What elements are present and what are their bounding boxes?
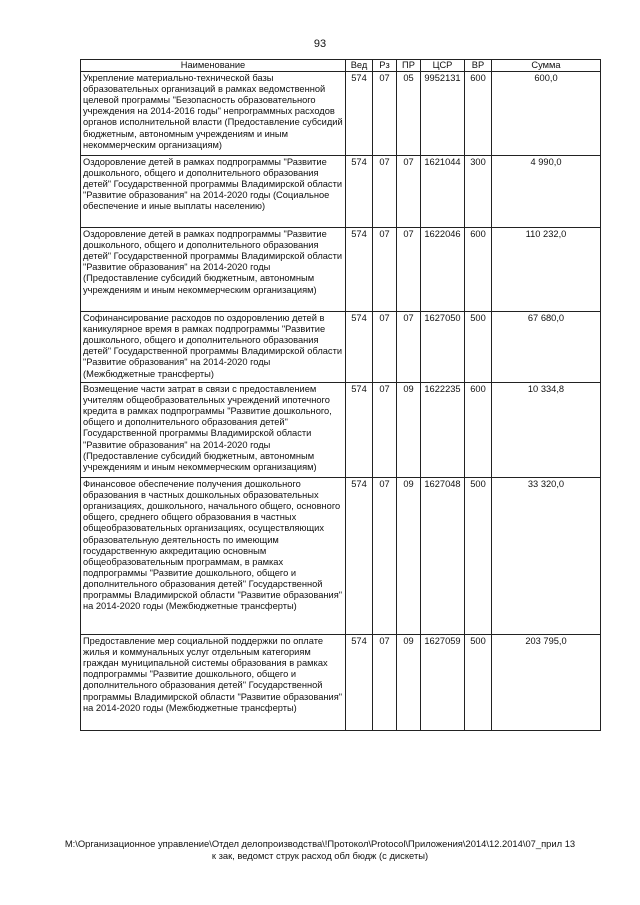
row-ved: 574 <box>346 478 373 635</box>
header-csr: ЦСР <box>421 60 465 72</box>
row-ved: 574 <box>346 312 373 383</box>
row-csr: 1627059 <box>421 635 465 731</box>
table-row <box>81 383 601 478</box>
table-row <box>81 72 601 156</box>
table-header-row <box>81 60 601 72</box>
row-csr: 1621044 <box>421 156 465 228</box>
row-vr: 500 <box>465 635 492 731</box>
row-vr: 500 <box>465 478 492 635</box>
header-sum: Сумма <box>492 60 601 72</box>
row-csr: 1627048 <box>421 478 465 635</box>
row-vr: 600 <box>465 383 492 478</box>
table-row <box>81 156 601 228</box>
table-row <box>81 312 601 383</box>
header-pr: ПР <box>397 60 421 72</box>
page-number: 93 <box>313 38 327 50</box>
row-vr: 600 <box>465 72 492 156</box>
row-vr: 300 <box>465 156 492 228</box>
footer-description-line: к зак, ведомст струк расход обл бюдж (с дискеты) <box>211 850 429 861</box>
row-sum: 33 320,0 <box>492 478 601 635</box>
row-pr: 07 <box>397 228 421 312</box>
row-vr: 600 <box>465 228 492 312</box>
footer-path-line: M:\Организационное управление\Отдел делопроизводства\!Протокол\Protocol\Приложения\2014\12.2014\07_прил 13 <box>64 838 576 849</box>
row-pr: 05 <box>397 72 421 156</box>
row-ved: 574 <box>346 383 373 478</box>
row-rz: 07 <box>373 228 397 312</box>
row-ved: 574 <box>346 228 373 312</box>
row-sum: 203 795,0 <box>492 635 601 731</box>
table-row <box>81 635 601 731</box>
row-rz: 07 <box>373 478 397 635</box>
row-rz: 07 <box>373 156 397 228</box>
row-rz: 07 <box>373 635 397 731</box>
row-csr: 9952131 <box>421 72 465 156</box>
row-vr: 500 <box>465 312 492 383</box>
budget-table <box>80 59 601 731</box>
row-rz: 07 <box>373 312 397 383</box>
row-csr: 1622046 <box>421 228 465 312</box>
header-vr: ВР <box>465 60 492 72</box>
row-name: Укрепление материально-технической базы образовательных организаций в рамках ведомственной целевой программы "Безопасность образовательного учреждения на 2014-2016 годы" непрограммных расходов органов исполнительной власти (Предоставление субсидий бюджетным, автономным учреждениям и иным некоммерческим организациям) <box>81 72 346 156</box>
table-row <box>81 478 601 635</box>
row-csr: 1622235 <box>421 383 465 478</box>
row-sum: 10 334,8 <box>492 383 601 478</box>
row-pr: 09 <box>397 383 421 478</box>
row-name: Возмещение части затрат в связи с предоставлением учителям общеобразовательных учреждений ипотечного кредита в рамках подпрограммы "Развитие дошкольного, общего и дополнительного образования детей" Государственной программы Владимирской области "Развитие образования" на 2014-2020 годы (Предоставление субсидий бюджетным, автономным учреждениям и иным некоммерческим организациям) <box>81 383 346 478</box>
header-rz: Рз <box>373 60 397 72</box>
row-sum: 67 680,0 <box>492 312 601 383</box>
row-sum: 600,0 <box>492 72 601 156</box>
row-name: Софинансирование расходов по оздоровлению детей в каникулярное время в рамках подпрограммы "Развитие дошкольного, общего и дополнительного образования детей" Государственной программы Владимирской области "Развитие образования" на 2014-2020 годы (Межбюджетные трансферты) <box>81 312 346 383</box>
row-ved: 574 <box>346 635 373 731</box>
row-ved: 574 <box>346 72 373 156</box>
row-rz: 07 <box>373 383 397 478</box>
row-name: Финансовое обеспечение получения дошкольного образования в частных дошкольных образовательных организациях, дошкольного, начального общего, основного общего, среднего общего образования в частных общеобразовательных организациях, осуществляющих образовательную деятельность по имеющим государственную аккредитацию основным общеобразовательным программам, в рамках подпрограммы "Развитие дошкольного, общего и дополнительного образования детей" Государственной программы Владимирской области "Развитие образования" на 2014-2020 годы (Межбюджетные трансферты) <box>81 478 346 635</box>
row-pr: 07 <box>397 156 421 228</box>
row-ved: 574 <box>346 156 373 228</box>
header-ved: Вед <box>346 60 373 72</box>
row-name: Оздоровление детей в рамках подпрограммы "Развитие дошкольного, общего и дополнительного образования детей" Государственной программы Владимирской области "Развитие образования" на 2014-2020 годы (Социальное обеспечение и иные выплаты населению) <box>81 156 346 228</box>
file-path-footer <box>0 838 640 862</box>
row-sum: 110 232,0 <box>492 228 601 312</box>
row-rz: 07 <box>373 72 397 156</box>
header-name: Наименование <box>81 60 346 72</box>
row-sum: 4 990,0 <box>492 156 601 228</box>
row-pr: 07 <box>397 312 421 383</box>
row-name: Предоставление мер социальной поддержки по оплате жилья и коммунальных услуг отдельным категориям граждан муниципальной системы образования в рамках подпрограммы "Развитие дошкольного, общего и дополнительного образования детей" Государственной программы Владимирской области "Развитие образования" на 2014-2020 годы (Межбюджетные трансферты) <box>81 635 346 731</box>
row-name: Оздоровление детей в рамках подпрограммы "Развитие дошкольного, общего и дополнительного образования детей" Государственной программы Владимирской области "Развитие образования" на 2014-2020 годы (Предоставление субсидий бюджетным, автономным учреждениям и иным некоммерческим организациям) <box>81 228 346 312</box>
table-row <box>81 228 601 312</box>
row-pr: 09 <box>397 635 421 731</box>
row-csr: 1627050 <box>421 312 465 383</box>
row-pr: 09 <box>397 478 421 635</box>
